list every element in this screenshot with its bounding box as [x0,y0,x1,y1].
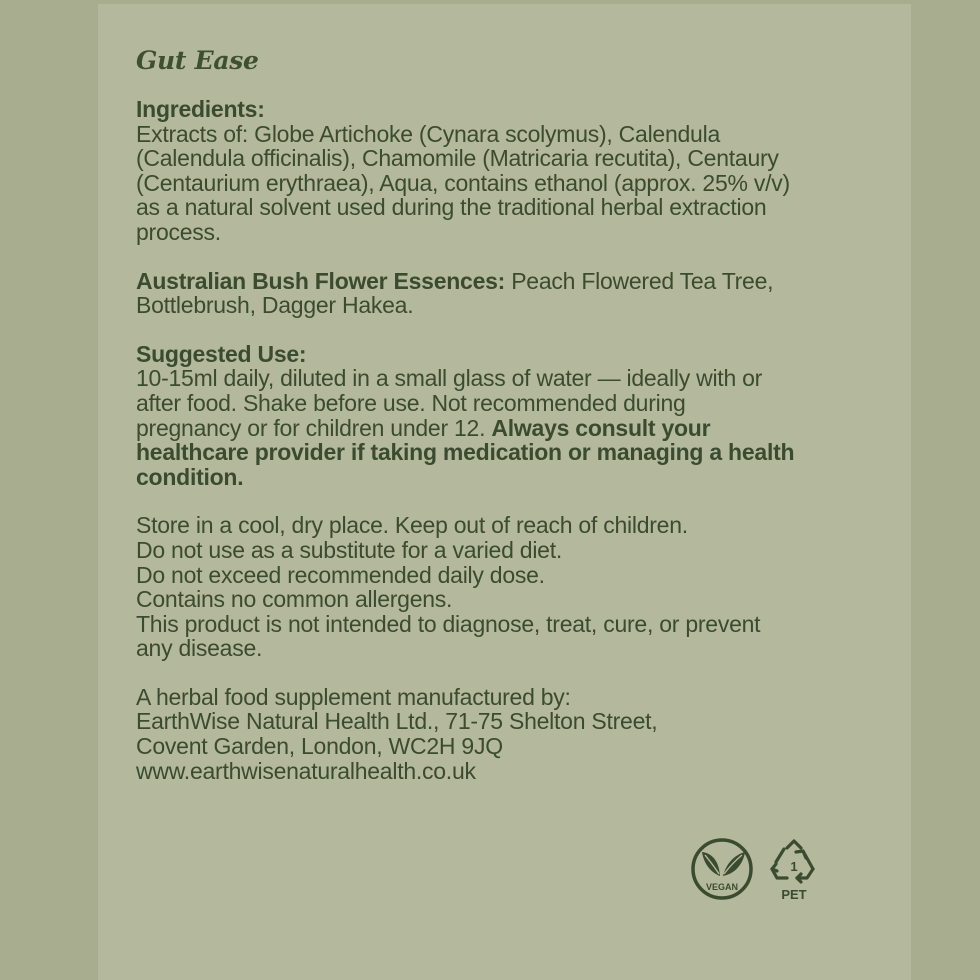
label-panel [98,4,911,980]
ingredients-line: (Centaurium erythraea), Aqua, contains ethanol (approx. 25% v/v) [136,169,790,196]
essences-section [136,269,836,318]
essences-text: Peach Flowered Tea Tree, [505,267,774,294]
suggested-use-heading: Suggested Use: [136,340,307,367]
recycle-number: 1 [790,859,798,874]
suggested-use-line: after food. Shake before use. Not recommended during [136,389,686,416]
ingredients-line: process. [136,218,221,245]
manufacturer-line: A herbal food supplement manufactured by: [136,683,571,710]
storage-line: Do not exceed recommended daily dose. [136,561,545,588]
recycle-label: PET [781,887,807,902]
label-content [136,46,836,807]
suggested-use-line [136,416,836,441]
ingredients-line: as a natural solvent used during the traditional herbal extraction [136,194,767,221]
ingredients-line: (Calendula officinalis), Chamomile (Matricaria recutita), Centaury [136,145,779,172]
storage-line: Store in a cool, dry place. Keep out of reach of children. [136,512,688,539]
vegan-leaf-icon [690,836,754,902]
manufacturer-address: EarthWise Natural Health Ltd., 71-75 Shelton Street, [136,708,658,735]
storage-line: Contains no common allergens. [136,586,453,613]
essences-heading: Australian Bush Flower Essences: [136,267,506,294]
essences-line [136,269,836,294]
recycling-triangle-icon [767,838,821,904]
suggested-use-line: 10-15ml daily, diluted in a small glass of water — ideally with or [136,365,763,392]
suggested-use-section [136,342,836,490]
storage-line: Do not use as a substitute for a varied diet. [136,536,562,563]
ingredients-heading: Ingredients: [136,96,265,122]
manufacturer-section [136,685,836,783]
essences-line: Bottlebrush, Dagger Hakea. [136,292,414,319]
warning-text: Always consult your [491,414,711,441]
storage-section [136,513,836,661]
certification-badges [690,836,830,906]
manufacturer-website: www.earthwisenaturalhealth.co.uk [136,757,476,784]
suggested-use-text: pregnancy or for children under 12. [136,414,492,441]
warning-line: healthcare provider if taking medication or managing a health [136,439,795,466]
storage-line: This product is not intended to diagnose, treat, cure, or prevent [136,610,761,637]
product-title: Gut Ease [136,46,259,75]
ingredients-line: Extracts of: Globe Artichoke (Cynara scolymus), Calendula [136,120,720,147]
vegan-label: VEGAN [705,882,739,892]
ingredients-section [136,97,836,245]
storage-line: any disease. [136,635,263,662]
warning-line: condition. [136,463,244,490]
manufacturer-address: Covent Garden, London, WC2H 9JQ [136,733,503,760]
